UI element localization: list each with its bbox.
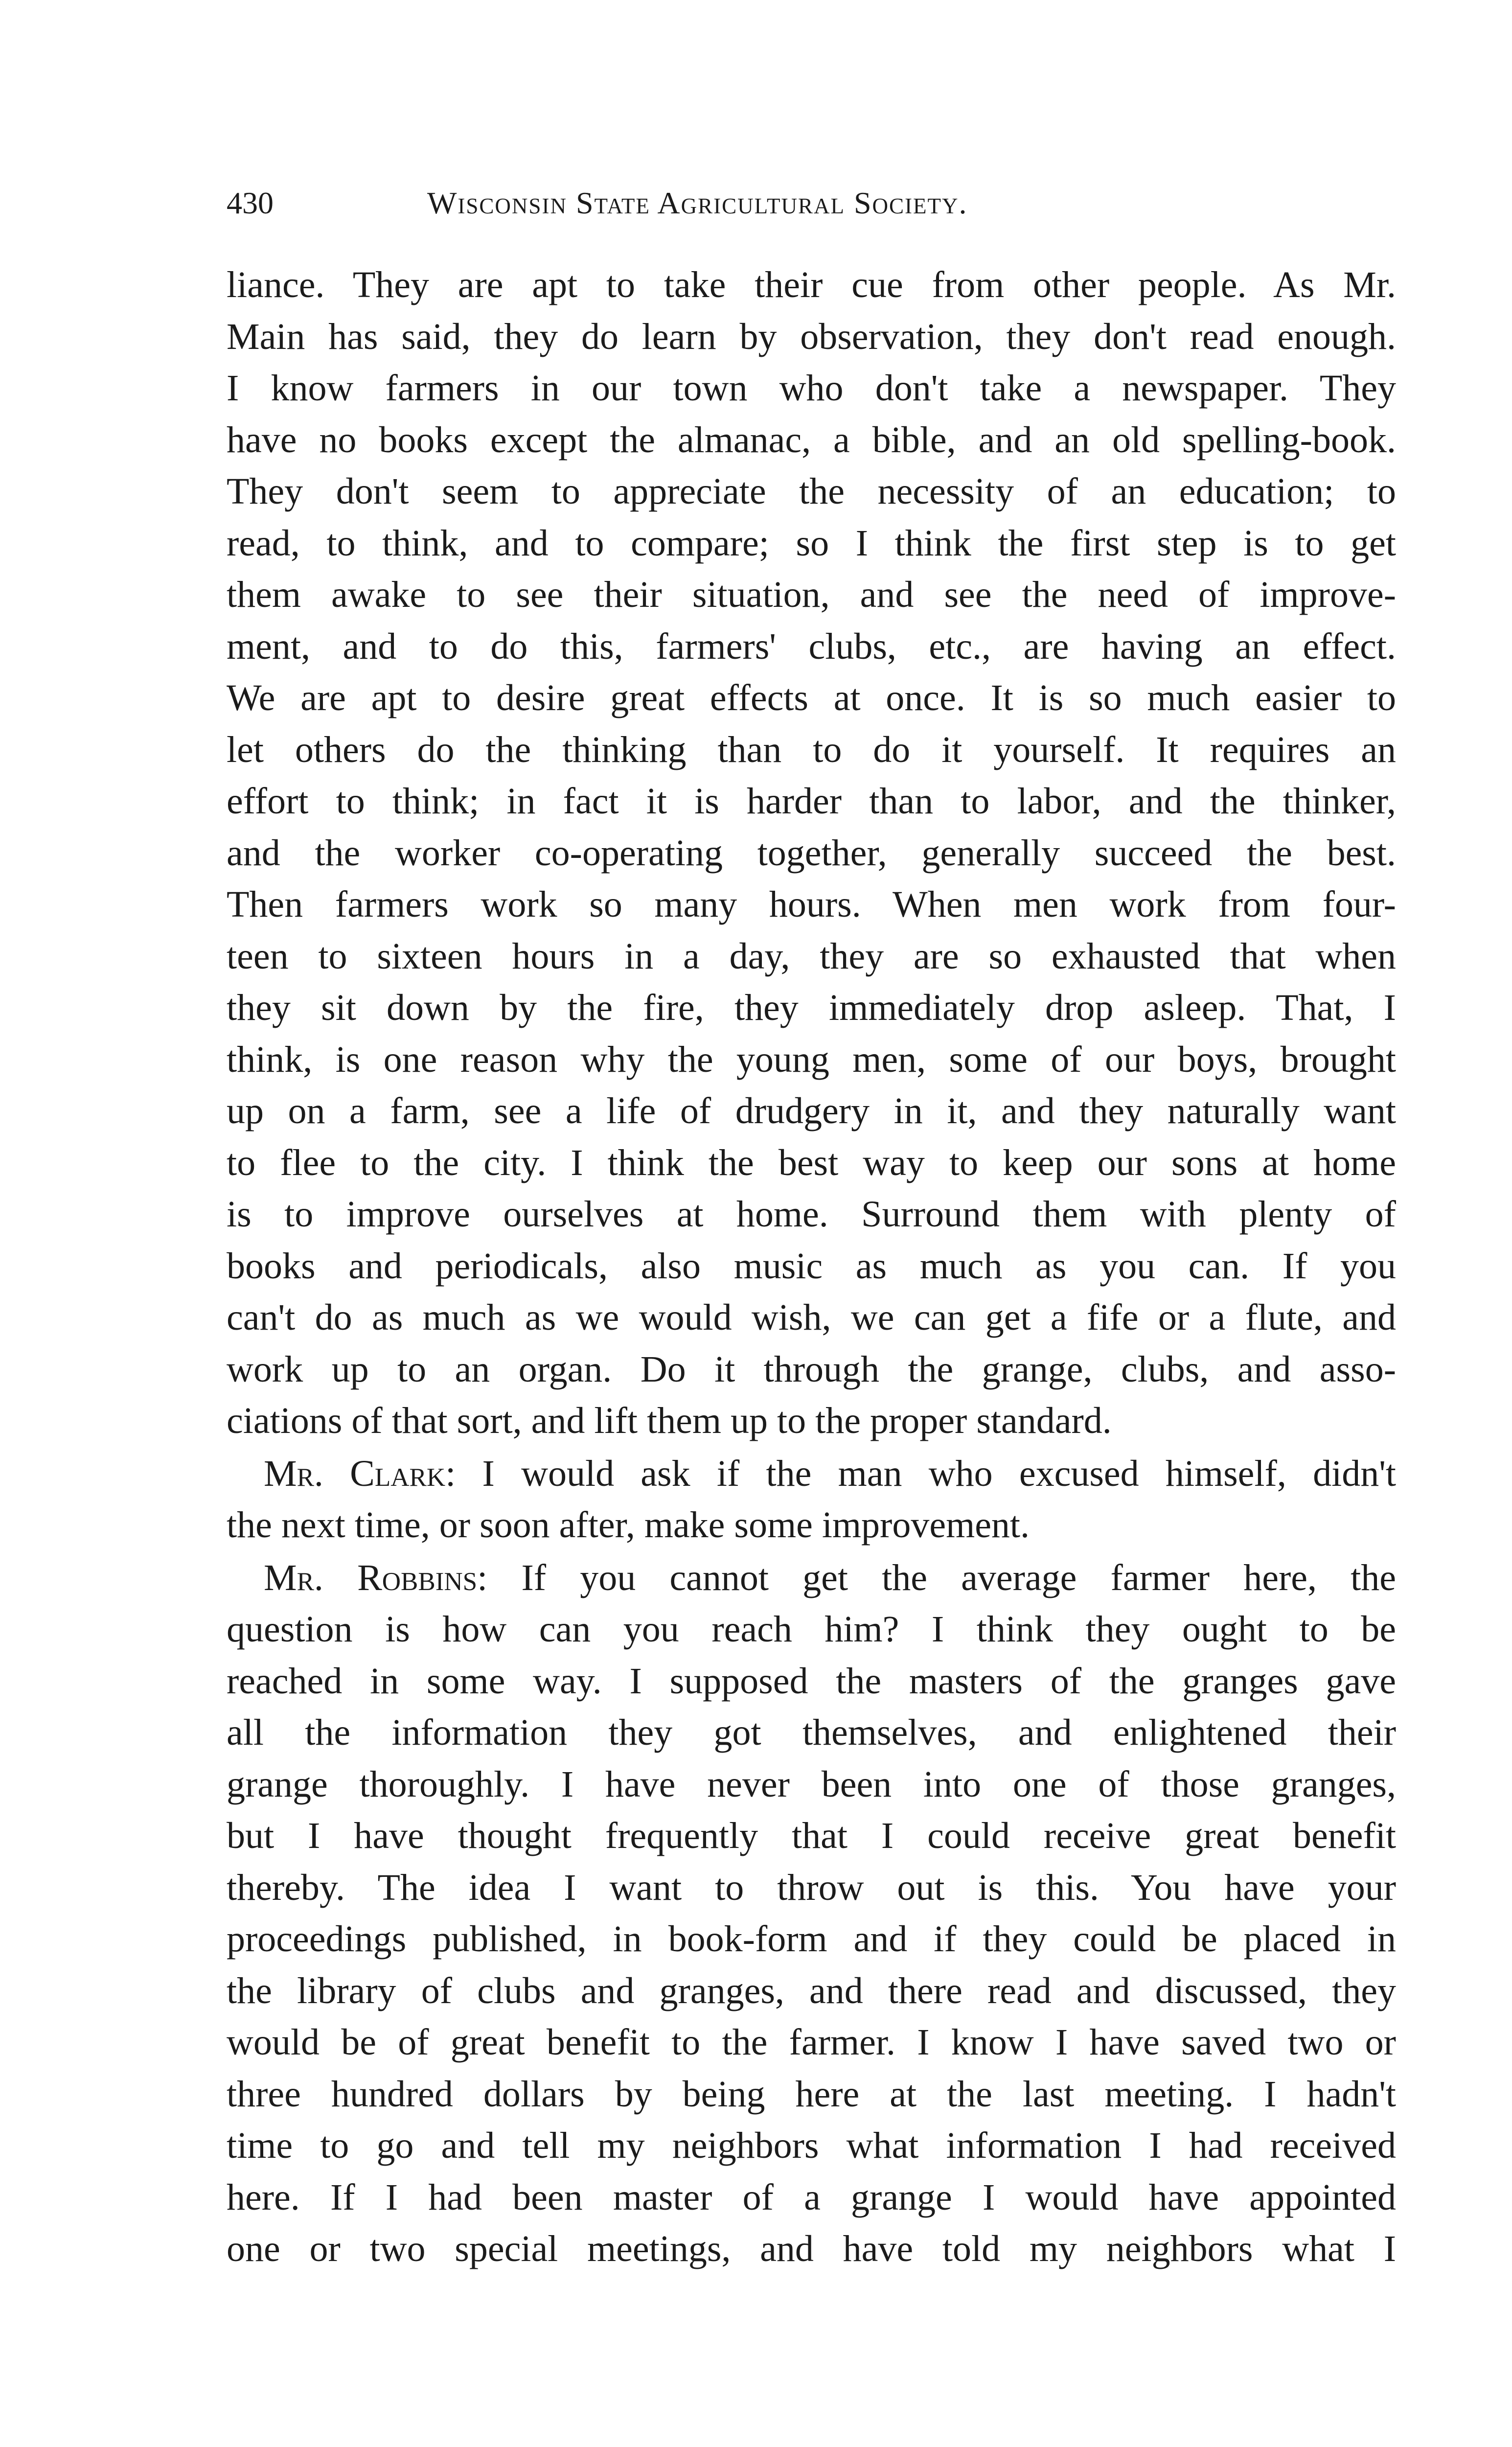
page-number: 430 (227, 185, 274, 220)
text-line: let others do the thinking than to do it yourself. It requires an (227, 729, 1396, 770)
text-line: one or two special meetings, and have told my neighbors what I (227, 2228, 1396, 2269)
speech-text: If you cannot get the average farmer here, the (487, 1557, 1396, 1598)
body-text (227, 259, 1396, 2275)
text-line: time to go and tell my neighbors what information I had received (227, 2125, 1396, 2166)
text-line: thereby. The idea I want to throw out is this. You have your (227, 1867, 1396, 1908)
text-line (227, 1448, 1396, 1500)
text-line: liance. They are apt to take their cue from other people. As Mr. (227, 264, 1396, 305)
speech-text: I would ask if the man who excused himself, didn't (456, 1453, 1396, 1494)
paragraph-robbins (227, 1552, 1396, 2275)
text-line: have no books except the almanac, a bible, and an old spelling-book. (227, 419, 1396, 461)
text-line: Then farmers work so many hours. When men work from four- (227, 884, 1396, 925)
text-line: ment, and to do this, farmers' clubs, etc., are having an effect. (227, 625, 1396, 667)
speaker-name: Mr. Robbins: (264, 1557, 488, 1598)
text-line: them awake to see their situation, and see the need of improve- (227, 574, 1396, 615)
text-line: They don't seem to appreciate the necessity of an education; to (227, 471, 1396, 512)
text-line: the library of clubs and granges, and there read and discussed, they (227, 1970, 1396, 2011)
text-line: and the worker co-operating together, generally succeed the best. (227, 832, 1396, 874)
text-line: all the information they got themselves, and enlightened their (227, 1712, 1396, 1753)
text-line: read, to think, and to compare; so I think the first step is to get (227, 522, 1396, 564)
text-line: Main has said, they do learn by observation, they don't read enough. (227, 316, 1396, 357)
page-header (227, 176, 1401, 230)
text-line: would be of great benefit to the farmer. I know I have saved two or (227, 2022, 1396, 2063)
text-line: but I have thought frequently that I could receive great benefit (227, 1815, 1396, 1856)
text-line: teen to sixteen hours in a day, they are so exhausted that when (227, 935, 1396, 977)
paragraph-clark (227, 1448, 1396, 1551)
speaker-name: Mr. Clark: (264, 1453, 456, 1494)
text-line: can't do as much as we would wish, we can get a fife or a flute, and (227, 1297, 1396, 1338)
running-head: Wisconsin State Agricultural Society. (427, 185, 968, 220)
text-line: the next time, or soon after, make some improvement. (227, 1504, 1030, 1546)
text-line: proceedings published, in book-form and if they could be placed in (227, 1918, 1396, 1960)
text-line: is to improve ourselves at home. Surround them with plenty of (227, 1194, 1396, 1235)
text-line: ciations of that sort, and lift them up to the proper standard. (227, 1400, 1112, 1441)
text-line: three hundred dollars by being here at the last meeting. I hadn't (227, 2073, 1396, 2115)
text-line: work up to an organ. Do it through the grange, clubs, and asso- (227, 1348, 1396, 1390)
text-line: think, is one reason why the young men, some of our boys, brought (227, 1039, 1396, 1080)
text-line: books and periodicals, also music as much as you can. If you (227, 1245, 1396, 1287)
text-line: up on a farm, see a life of drudgery in it, and they naturally want (227, 1090, 1396, 1131)
text-line: grange thoroughly. I have never been into one of those granges, (227, 1763, 1396, 1805)
text-line (227, 1552, 1396, 1604)
text-line: I know farmers in our town who don't take a newspaper. They (227, 368, 1396, 409)
text-line: here. If I had been master of a grange I would have appointed (227, 2176, 1396, 2218)
text-line: We are apt to desire great effects at once. It is so much easier to (227, 677, 1396, 718)
paragraph-continuation (227, 259, 1396, 1447)
text-line: effort to think; in fact it is harder than to labor, and the thinker, (227, 781, 1396, 822)
text-line: reached in some way. I supposed the masters of the granges gave (227, 1660, 1396, 1702)
text-line: to flee to the city. I think the best way to keep our sons at home (227, 1142, 1396, 1183)
text-line: they sit down by the fire, they immediately drop asleep. That, I (227, 987, 1396, 1028)
text-line: question is how can you reach him? I think they ought to be (227, 1609, 1396, 1650)
